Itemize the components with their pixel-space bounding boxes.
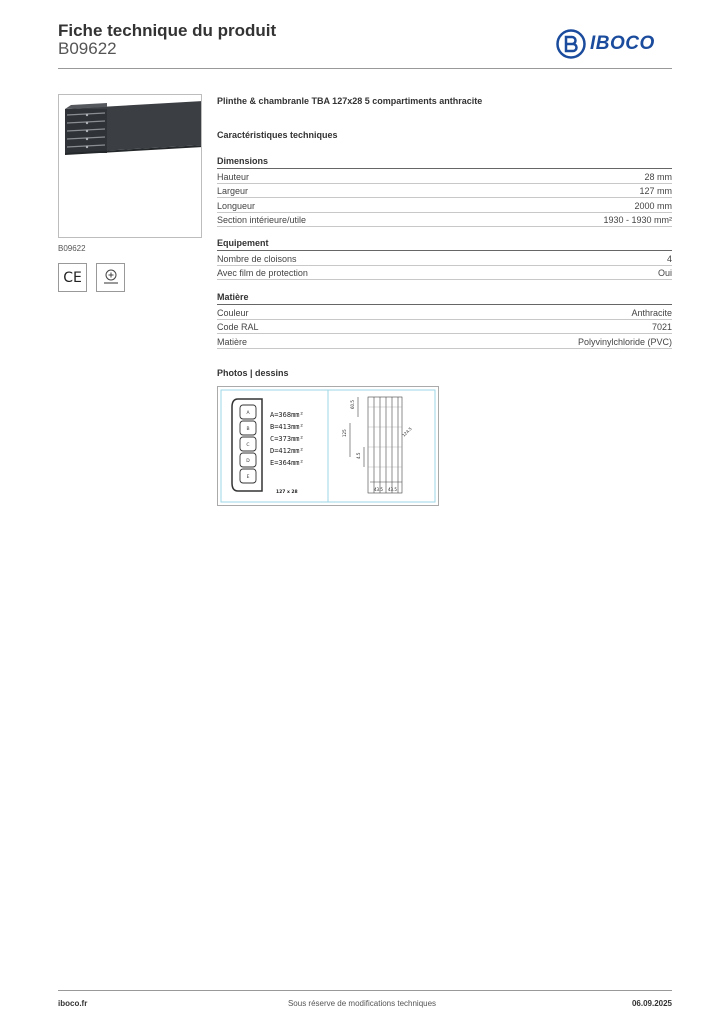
spec-value: Anthracite — [631, 307, 672, 318]
dim-label: 43.5 — [388, 487, 397, 492]
spec-value: 4 — [666, 253, 672, 264]
spec-row — [217, 251, 672, 266]
technical-drawing[interactable] — [217, 386, 439, 506]
compartment-letter: C — [246, 443, 250, 448]
quality-certification-badge — [96, 263, 125, 292]
spec-row — [217, 169, 672, 184]
compartment-letter: E — [246, 475, 250, 480]
spec-row — [217, 320, 672, 335]
area-label: E=364mm² — [270, 459, 304, 467]
spec-value: 1930 - 1930 mm² — [603, 215, 672, 225]
spec-label: Couleur — [217, 307, 249, 318]
product-image — [58, 94, 202, 238]
footer-date: 06.09.2025 — [631, 999, 672, 1008]
spec-label: Longueur — [217, 200, 256, 211]
spec-label: Matière — [217, 336, 248, 347]
spec-row — [217, 266, 672, 281]
dim-label: 60.5 — [350, 400, 355, 409]
dim-label: 124.5 — [401, 426, 413, 438]
size-label: 127 x 28 — [276, 490, 298, 495]
spec-value: 28 mm — [644, 171, 672, 182]
area-label: B=413mm² — [270, 423, 304, 431]
dim-label: 125 — [342, 429, 347, 437]
photos-heading: Photos | dessins — [217, 368, 289, 378]
spec-value: Polyvinylchloride (PVC) — [577, 336, 672, 347]
compartment-letter: D — [246, 459, 250, 464]
brand-logo[interactable] — [556, 28, 674, 60]
footer-divider — [58, 990, 672, 991]
spec-row — [217, 198, 672, 213]
spec-value: 127 mm — [639, 186, 672, 196]
spec-label: Avec film de protection — [217, 268, 308, 278]
iboco-logo-icon — [556, 29, 586, 59]
cross-section-drawing — [218, 387, 438, 505]
spec-label: Code RAL — [217, 322, 259, 332]
spec-row — [217, 184, 672, 199]
page-title: Fiche technique du produit — [58, 21, 277, 40]
area-label: C=373mm² — [270, 435, 304, 443]
spec-row — [217, 305, 672, 320]
ce-certification-badge — [58, 263, 87, 292]
product-code: B09622 — [58, 39, 117, 58]
image-caption: B09622 — [58, 244, 86, 253]
spec-value: 2000 mm — [634, 200, 672, 211]
area-label: A=368mm² — [270, 411, 304, 419]
material-heading: Matière — [217, 292, 672, 305]
ce-mark-icon: CE — [63, 269, 82, 286]
characteristics-title: Caractéristiques techniques — [217, 130, 338, 140]
spec-row — [217, 213, 672, 228]
certification-seal-icon — [100, 267, 122, 289]
product-name: Plinthe & chambranle TBA 127x28 5 compartiments anthracite — [217, 96, 483, 106]
spec-label: Section intérieure/utile — [217, 215, 307, 225]
spec-label: Largeur — [217, 186, 249, 196]
logo-text: IBOCO — [590, 33, 655, 54]
spec-label: Hauteur — [217, 171, 250, 182]
baseboard-trunking-illustration — [59, 95, 202, 238]
area-label: D=412mm² — [270, 447, 304, 455]
compartment-letter: B — [246, 427, 250, 432]
spec-label: Nombre de cloisons — [217, 253, 297, 264]
header-divider — [58, 68, 672, 69]
spec-row — [217, 334, 672, 349]
dim-label: 4.5 — [356, 452, 361, 459]
compartment-letter: A — [246, 411, 250, 416]
equipment-heading: Equipement — [217, 238, 672, 251]
footer-website-link[interactable]: iboco.fr — [58, 999, 88, 1008]
dimensions-heading: Dimensions — [217, 156, 672, 169]
footer-notice: Sous réserve de modifications techniques — [287, 999, 437, 1008]
spec-value: 7021 — [651, 322, 672, 332]
spec-value: Oui — [657, 268, 672, 278]
dim-label: 43.5 — [374, 487, 383, 492]
